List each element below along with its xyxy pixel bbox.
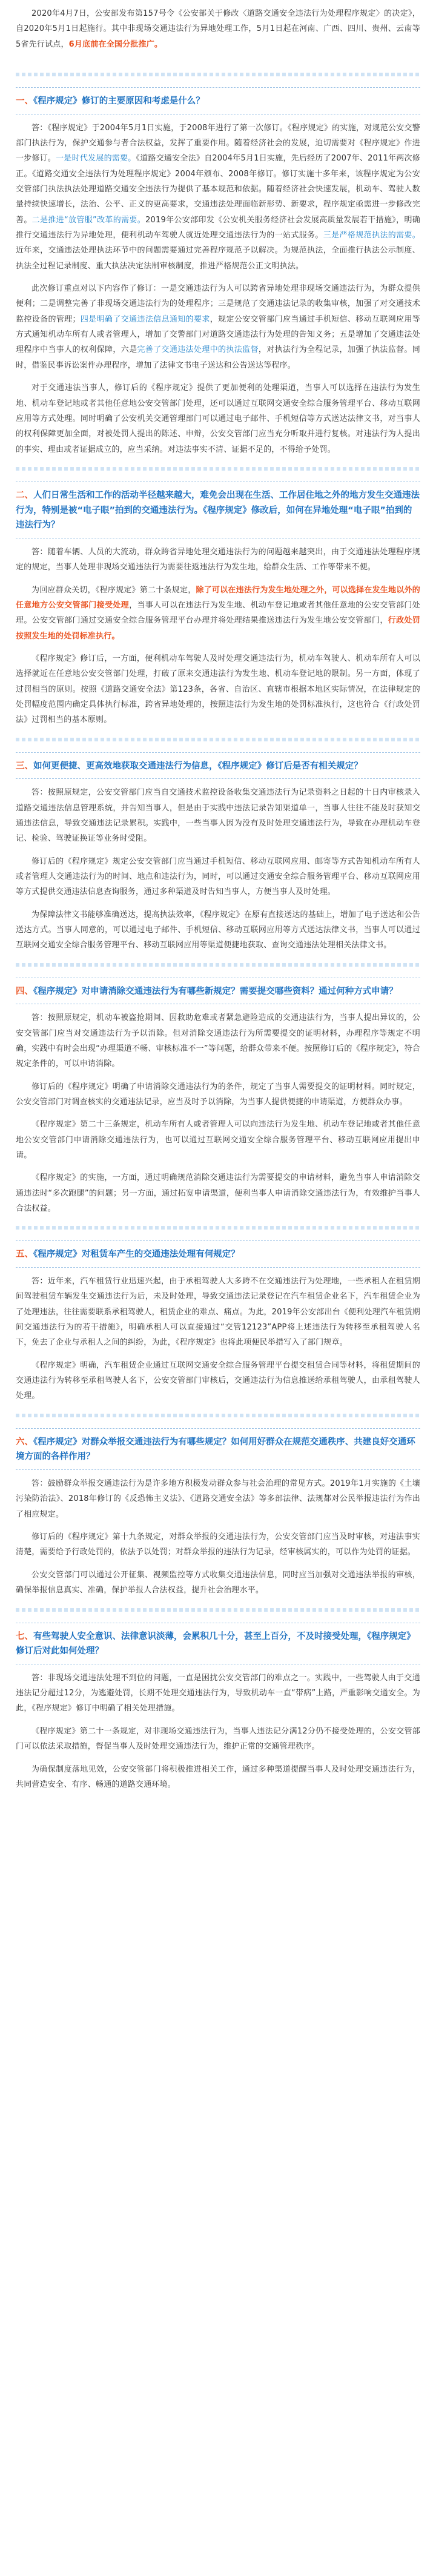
emphasis-text: 二是推进“放管服”改革的需要。	[31, 215, 146, 225]
section-divider	[16, 1608, 420, 1612]
emphasis-text: 完善了交通违法处理中的执法监督	[137, 345, 259, 355]
answer-paragraph	[16, 281, 420, 373]
qa-section	[0, 482, 436, 741]
body-text: 答：随着车辆、人员的大流动，群众跨省异地处理交通违法行为的问题越来越突出，由于交通违法处理程序规定的规定，当事人处理非现场交通违法行为需要往返违法行为发生地，给群众生活、工作等带来不便。	[16, 547, 420, 572]
body-text: ，对执法行为全程记录，加强了执法监督。同时，借鉴民事诉讼案件办理程序，增加了法律文书电子送达和公告送达等程序。	[16, 345, 420, 370]
body-text: 修订后的《程序规定》第十九条规定，对群众举报的交通违法行为，公安交管部门应当及时审核，对违法事实清楚，需要给予行政处罚的，依法予以处罚；对群众举报的违法行为记录，经审核属实的，可以作为处罚的证据。	[16, 1532, 420, 1557]
body-text: 修订后的《程序规定》明确了申请消除交通违法行为的条件，规定了当事人需要提交的证明材料。同时规定，公安交管部门对调查核实的交通违法记录，应当及时予以消除，为当事人提供便捷的申请渠道，方便群众办事。	[16, 1082, 420, 1107]
emphasis-text: 四是明确了交通违法信息通知的要求	[80, 314, 210, 324]
section-divider	[16, 963, 420, 967]
body-text: 公安交管部门可以通过公开征集、视频监控等方式收集交通违法信息，同时应当加强对交通违法举报的审核，确保举报信息真实、准确，保护举报人合法权益，提升社会治理水平。	[16, 1570, 420, 1595]
body-text: ，当事人可以在违法行为发生地、机动车登记地或者其他任意地的公安交管部门处理。公安交管部门通过交通安全综合服务管理平台办理并将处理结果推送违法行为发生地公安交管部门，	[16, 600, 420, 626]
body-text: 2020年4月7日，公安部发布第157号令《公安部关于修改〈道路交通安全违法行为处理程序规定〉的决定》，自2020年5月1日起施行。其中非现场交通违法行为异地处理工作，5月1日起在河南、广西、四川、贵州、云南等5省先行试点，	[16, 9, 420, 49]
answer-paragraph	[16, 121, 420, 274]
answer-paragraph	[16, 1529, 420, 1560]
question-number: 二、	[16, 490, 33, 500]
body-text: 答：鼓励群众举报交通违法行为是许多地方积极发动群众参与社会治理的常见方式。2019年1月实施的《土壤污染防治法》、2018年修订的《反恐怖主义法》、《道路交通安全法》等多部法律、法规都对公民举报违法行为作出了相应规定。	[16, 1479, 420, 1519]
answer-paragraph	[16, 583, 420, 644]
question-number: 四、	[16, 986, 33, 996]
answer-paragraph	[16, 1010, 420, 1071]
body-text: 为保障法律文书能够准确送达，提高执法效率，《程序规定》在原有直接送达的基础上，增加了电子送达和公告送达方式。当事人同意的，可以通过电子邮件、手机短信、移动互联网应用等方式送达法律文书，当事人可以通过互联网交通安全综合服务管理平台、移动互联网应用等渠道便捷地获取、查询交通违法处理相关法律文书。	[16, 910, 420, 950]
question-number: 七、	[16, 1631, 33, 1641]
question-text: 《程序规定》对租赁车产生的交通违法处理有何规定？	[33, 1250, 240, 1260]
question-text: 如何更便捷、更高效地获取交通违法行为信息，《程序规定》修订后是否有相关规定？	[33, 761, 363, 771]
question-text: 人们日常生活和工作的活动半径越来越大，难免会出现在生活、工作居住地之外的地方发生交通违法行为，特别是被“电子眼”拍到的交通违法行为。《程序规定》修改后，如何在异地处理“电子眼”拍到的违法行为？	[16, 490, 420, 531]
highlight-text: 行政处罚按照发生地的处罚标准执行。	[16, 616, 420, 641]
body-text: 近年来，交通违法处理执法环节中的问题需要通过完善程序规范予以解决。为规范执法，全面推行执法公示制度、执法全过程记录制度、重大执法决定法制审核制度，推进严格规范公正文明执法。	[16, 246, 420, 271]
body-text: 为确保制度落地见效，公安交管部门将积极推进相关工作，通过多种渠道提醒当事人及时处理交通违法行为，共同营造安全、有序、畅通的道路交通环境。	[16, 1764, 420, 1789]
answer-body	[0, 1010, 436, 1216]
answer-paragraph	[16, 1724, 420, 1755]
question-number: 五、	[16, 1250, 33, 1260]
body-text: 为回应群众关切，《程序规定》第二十条规定，	[31, 585, 196, 595]
question-text: 《程序规定》对群众举报交通违法行为有哪些规定？如何用好群众在规范交通秩序、共建良好交通环境方面的各样作用？	[16, 1437, 415, 1462]
answer-paragraph	[16, 1274, 420, 1351]
answer-paragraph	[16, 1079, 420, 1110]
answer-paragraph	[16, 1476, 420, 1522]
question-number: 六、	[16, 1437, 33, 1447]
question-title	[16, 978, 420, 1005]
highlight-text: 6月底前在全国分批推广。	[68, 39, 163, 49]
answer-body	[0, 1670, 436, 1792]
body-text: 修订后的《程序规定》规定公安交管部门应当通过手机短信、移动互联网应用、邮寄等方式告知机动车所有人或者管理人交通违法行为的时间、地点和违法行为，同时，可以通过交通安全综合服务管理平台、移动互联网应用等方式提供交通违法信息查询服务，通过多种渠道及时告知当事人，方便当事人及时处理。	[16, 856, 420, 897]
intro-divider	[16, 73, 420, 76]
qa-section	[0, 752, 436, 967]
qa-section	[0, 87, 436, 471]
question-title	[16, 752, 420, 780]
article-intro	[0, 0, 436, 63]
answer-paragraph	[16, 380, 420, 457]
answer-body	[0, 545, 436, 728]
body-text: 答：非现场交通违法处理不到位的问题，一直是困扰公安交管部门的难点之一。实践中，一些驾驶人由于交通违法记分超过12分，为逃避处罚，长期不处理交通违法行为，导致机动车一直“带病”上路，严重影响交通安全。为此，《程序规定》修订中明确了相关处理措施。	[16, 1673, 420, 1713]
question-title	[16, 1623, 420, 1664]
qa-section	[0, 1428, 436, 1612]
question-title	[16, 482, 420, 538]
body-text: 此次修订重点对以下内容作了修订：一是交通违法行为人可以跨省异地处理非现场交通违法行为，为群众提供便利；二是调整完善了非现场交通违法行为的处理程序；三是规范了交通违法记录的收集审核，加强了对交通技术监控设备的管理；	[16, 284, 420, 324]
answer-body	[0, 1476, 436, 1598]
answer-paragraph	[16, 1762, 420, 1793]
body-text: 答：近年来，汽车租赁行业迅速兴起，由于承租驾驶人大多跨不在交通违法行为处理地，一些承租人在租赁期间驾驶租赁车辆发生交通违法行为后，未及时处理，导致交通违法记录登记在汽车租赁企业名下，汽车租赁企业为了处理违法，往往需要联系承租驾驶人，租赁企业的难点、痛点。为此，2019年公安部出台《便利处理汽车租赁期间交通违法行为的若干措施》，明确承租人可以直接通过“交管12123”APP将上述违法行为转移至承租驾驶人名下，免去了企业与承租人之间的纠纷，为此，《程序规定》也将此项便民举措写入了部门规章。	[16, 1277, 420, 1348]
body-text: 答：按照原规定，机动车被盗抢期间、因救助危难或者紧急避险造成的交通违法行为，当事人提出异议的，公安交管部门应当对交通违法行为予以消除。但对消除交通违法行为所需要提交的证明材料，办理程序等规定不明确，实践中有时会出现“办理渠道不畅、审核标准不一”等问题，给群众带来不便。按照修订后的《程序规定》，符合规定条件的，可以申请消除。	[16, 1013, 420, 1069]
answer-paragraph	[16, 651, 420, 728]
answer-body	[0, 121, 436, 457]
answer-paragraph	[16, 854, 420, 900]
section-divider	[16, 1414, 420, 1417]
question-title	[16, 87, 420, 114]
answer-paragraph	[16, 1358, 420, 1404]
qa-sections	[0, 87, 436, 1792]
qa-section	[0, 1623, 436, 1793]
answer-paragraph	[16, 1670, 420, 1717]
section-divider	[16, 1226, 420, 1230]
question-number: 三、	[16, 761, 33, 771]
answer-paragraph	[16, 907, 420, 953]
question-number: 一、	[16, 96, 33, 107]
intro-paragraph	[16, 6, 420, 52]
question-text: 《程序规定》对申请消除交通违法行为有哪些新规定？需要提交哪些资料？通过何种方式申请？	[33, 986, 398, 996]
question-title	[16, 1428, 420, 1470]
body-text: 2019年公安部印发《公安机关服务经济社会发展高质量发展若干措施》，明确推行交通违法行为异地处理，便利机动车驾驶人就近处理交通违法行为的一站式服务。	[16, 215, 420, 240]
body-text: 《程序规定》的实施，一方面，通过明确规范消除交通违法行为需要提交的申请材料，避免当事人申请消除交通违法时“多次跑腿”的问题；另一方面，通过拓宽申请渠道，便利当事人申请消除交通违法行为，有效维护当事人合法权益。	[16, 1173, 420, 1214]
answer-body	[0, 785, 436, 953]
body-text: 对于交通违法当事人，修订后的《程序规定》提供了更加便利的处理渠道，当事人可以选择在违法行为发生地、机动车登记地或者其他任意地公安交管部门处理，还可以通过互联网交通安全综合服务管理平台、移动互联网应用等方式处理。同时明确了公安机关交通管理部门可以通过电子邮件、手机短信等方式送达法律文书，对当事人的权利保障更加全面，对被处罚人提出的陈述、申辩，公安交管部门应当充分听取并进行复核。对违法行为人提出的事实、理由或者证据成立的，应当采纳。对违法事实不清、证据不足的，不得给予处罚。	[16, 383, 420, 454]
qa-section	[0, 978, 436, 1230]
answer-paragraph	[16, 545, 420, 575]
body-text: 答：按照原规定，公安交管部门应当自交通技术监控设备收集交通违法行为记录资料之日起的十日内审核录入道路交通违法信息管理系统，并告知当事人，但是由于实践中违法记录告知渠道单一，当事人往往不能及时获知交通违法信息，导致交通违法记录累积。实践中，一些当事人因为没有及时处理交通违法行为，导致在办理机动车登记、检验、驾驶证换证等业务时受阻。	[16, 788, 420, 844]
body-text: 《道路交通安全法》自2004年5月1日实施，先后经历了2007年、2011年两次修正。《道路交通安全违法行为处理程序规定》2004年颁布、2008年修订。修订实施十多年来，该程序规定为公安交管部门执法执法处理道路交通安全违法行为提供了基本规范和依据。随着经济社会快速发展，机动车、驾驶人数量持续快速增长，法治、公平、正义的更高要求，交通违法处理面临新形势、新要求，程序规定亟需进一步修改完善。	[16, 154, 420, 225]
question-text: 《程序规定》修订的主要原因和考虑是什么？	[33, 96, 205, 107]
question-text: 有些驾驶人安全意识、法律意识淡薄，会累积几十分，甚至上百分，不及时接受处理，《程序规定》修订后对此如何处理？	[16, 1631, 415, 1657]
body-text: 《程序规定》修订后，一方面，便利机动车驾驶人及时处理交通违法行为，机动车驾驶人、机动车所有人可以选择就近在任意地公安交管部门处理，打破了原来交通违法行为发生地、机动车登记地的限制。另一方面，体现了过罚相当的原则。按照《道路交通安全法》第123条，各省、自治区、直辖市根据本地区实际情况，在法律规定的处罚幅度范围内确定具体执行标准，跨省异地处理的，按照违法行为发生地的处罚标准执行，这也符合《行政处罚法》过罚相当的基本原则。	[16, 654, 420, 725]
body-text: 《程序规定》明确，汽车租赁企业通过互联网交通安全综合服务管理平台提交租赁合同等材料，将租赁期间的交通违法行为转移至承租驾驶人名下，公安交管部门审核后，交通违法行为信息推送给承租驾驶人，由承租驾驶人处理。	[16, 1360, 420, 1401]
highlight-text: 除了可以在违法行为发生地处理之外，可以选择在发生地以外的任意地方公安交管部门接受处理	[16, 585, 421, 610]
body-text: 答：《程序规定》于2004年5月1日实施，于2008年进行了第一次修订。《程序规定》的实施，对规范公安交警部门执法行为，保护交通参与者合法权益，发挥了重要作用。随着经济社会的发展，迫切需要对《程序规定》作进一步修订。	[16, 123, 420, 164]
answer-paragraph	[16, 785, 420, 846]
answer-paragraph	[16, 1568, 420, 1598]
question-title	[16, 1240, 420, 1268]
qa-section	[0, 1240, 436, 1417]
section-divider	[16, 467, 420, 471]
body-text: ，规定公安交管部门应当通过手机短信、移动互联网应用等方式通知机动车所有人或者管理人，增加了交警部门对道路交通违法行为处理的告知义务；五是增加了交通违法处理程序中当事人的权利保障，六是	[16, 314, 421, 355]
body-text: 《程序规定》第二十三条规定，机动车所有人或者管理人可以向违法行为发生地、机动车登记地或者其他任意地公安交管部门申请消除交通违法行为，也可以通过互联网交通安全综合服务管理平台、移动互联网应用提出申请。	[16, 1120, 420, 1161]
answer-paragraph	[16, 1170, 420, 1216]
section-divider	[16, 738, 420, 741]
answer-body	[0, 1274, 436, 1404]
body-text: 《程序规定》第二十一条规定，对非现场交通违法行为，当事人违法记分满12分仍不接受处理的，公安交管部门可以依法采取措施，督促当事人及时处理交通违法行为，维护正常的交通管理秩序。	[16, 1726, 420, 1752]
emphasis-text: 三是严格规范执法的需要。	[323, 231, 420, 240]
emphasis-text: 一是时代发展的需要。	[56, 154, 136, 164]
answer-paragraph	[16, 1117, 420, 1163]
